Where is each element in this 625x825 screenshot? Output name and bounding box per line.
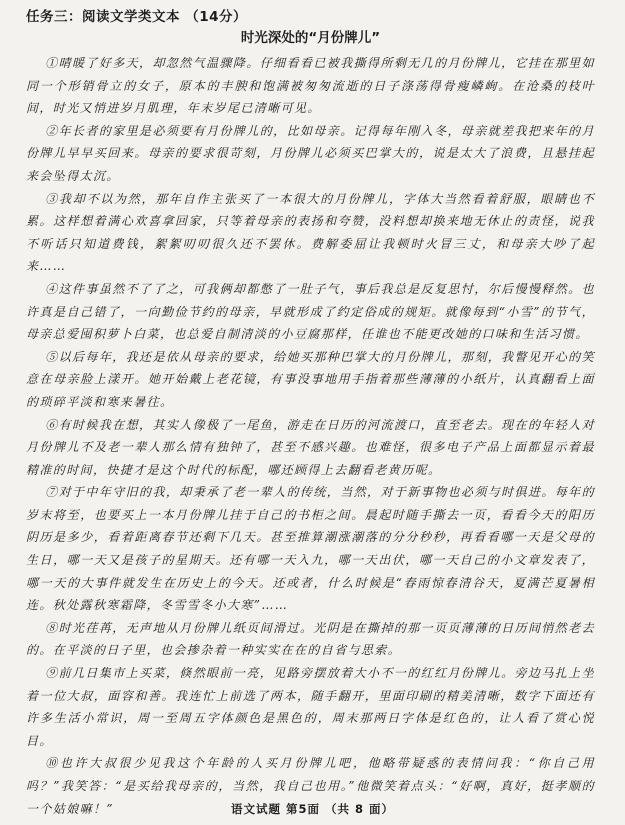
paragraph-4: ④这件事虽然不了了之，可我俩却都憋了一肚子气，事后我总是反复思忖，尔后慢慢释然。也许真是自己错了，一向勤俭节约的母亲，早就形成了约定俗成的规矩。就像每到“小雪”的节气，母亲总爱囤积萝卜白菜，也总爱自制清淡的小豆腐那样，任谁也不能更改她的口味和生活习惯。 bbox=[26, 281, 595, 342]
article-title: 时光深处的“月份牌儿” bbox=[240, 30, 381, 46]
section-heading: 任务三：阅读文学类文本 （14分） bbox=[26, 9, 247, 25]
paragraph-10: ⑩也许大叔很少见我这个年龄的人买月份牌儿吧，他略带疑惑的表情问我：“你自己用吗？”我笑答：“是买给我母亲的，当然，我自己也用。”他微笑着点头：“好啊，真好，挺孝顺的一个姑娘嘛！” bbox=[26, 756, 595, 816]
paragraph-8: ⑧时光荏苒，无声地从月份牌儿纸页间滑过。光阴是在撕掉的那一页页薄薄的日历间悄然老去的。在平淡的日子里，也会掺杂着一种实实在在的自省与思索。 bbox=[26, 620, 595, 658]
paragraph-7: ⑦对于中年守旧的我，却秉承了老一辈人的传统，当然，对于新事物也必须与时俱进。每年的岁末将至，也要买上一本月份牌儿挂于自己的书柜之间。晨起时随手撕去一页，看看今天的阳历阴历是多少，看着距离春节还剩下几天。甚至推算潮涨潮落的分分秒秒，再看看哪一天是父母的生日，哪一天又是孩子的星期天。还有哪一天入九，哪一天出伏，哪一天自己的小文章发表了，哪一天的大事件就发生在历史上的今天。还或者，什么时候是“春雨惊春清谷天，夏满芒夏暑相连。秋处露秋寒霜降，冬雪雪冬小大寒”…… bbox=[26, 485, 595, 613]
paragraph-2: ②年长者的家里是必须要有月份牌儿的，比如母亲。记得每年刚入冬，母亲就差我把来年的月份牌儿早早买回来。母亲的要求很苛刻，月份牌儿必须买巴掌大的，说是太大了浪费，且悬挂起来会坠得太沉。 bbox=[26, 123, 595, 183]
page-footer: 语文试题 第5面 （共 8 面） bbox=[230, 802, 395, 816]
article-body bbox=[26, 52, 595, 820]
paragraph-3: ③我却不以为然，那年自作主张买了一本很大的月份牌儿，字体大当然看着舒服，眼睛也不累。这样想着满心欢喜拿回家，只等着母亲的表扬和夸赞，没料想却换来地无休止的责怪，说我不听话只知道费钱，絮絮叨叨很久还不罢休。费解委屈让我顿时火冒三丈，和母亲大吵了起来…… bbox=[26, 191, 595, 274]
paragraph-6: ⑥有时候我在想，其实人像极了一尾鱼，游走在日历的河流渡口，直至老去。现在的年轻人对月份牌儿不及老一辈人那么情有独钟了，甚至不感兴趣。也难怪，很多电子产品上面都显示着最精准的时间，快捷才是这个时代的标配，哪还顾得上去翻看老黄历呢。 bbox=[26, 417, 595, 477]
paragraph-9: ⑨前几日集市上买菜，倏然眼前一亮，见路旁摆放着大小不一的红红月份牌儿。旁边马扎上坐着一位大叔，面容和善。我连忙上前选了两本，随手翻开，里面印刷的精美清晰，数字下面还有许多生活小常识，周一至周五字体颜色是黑色的，周末那两日字体是红色的，让人看了赏心悦目。 bbox=[26, 666, 595, 748]
paragraph-1: ①晴暖了好多天，却忽然气温骤降。仔细看看已被我撕得所剩无几的月份牌儿，它挂在那里如同一个形销骨立的女子，原本的丰腴和饱满被匆匆流逝的日子涤荡得骨瘦嶙峋。在沧桑的枝叶间，时光又悄进岁月肌理，年末岁尾已清晰可见。 bbox=[26, 56, 595, 116]
paragraph-5: ⑤以后每年，我还是依从母亲的要求，给她买那种巴掌大的月份牌儿，那刻，我瞥见开心的笑意在母亲脸上漾开。她开始戴上老花镜，有事没事地用手指着那些薄薄的小纸片，认真翻看上面的琐碎平淡和寒来暑往。 bbox=[26, 349, 595, 409]
